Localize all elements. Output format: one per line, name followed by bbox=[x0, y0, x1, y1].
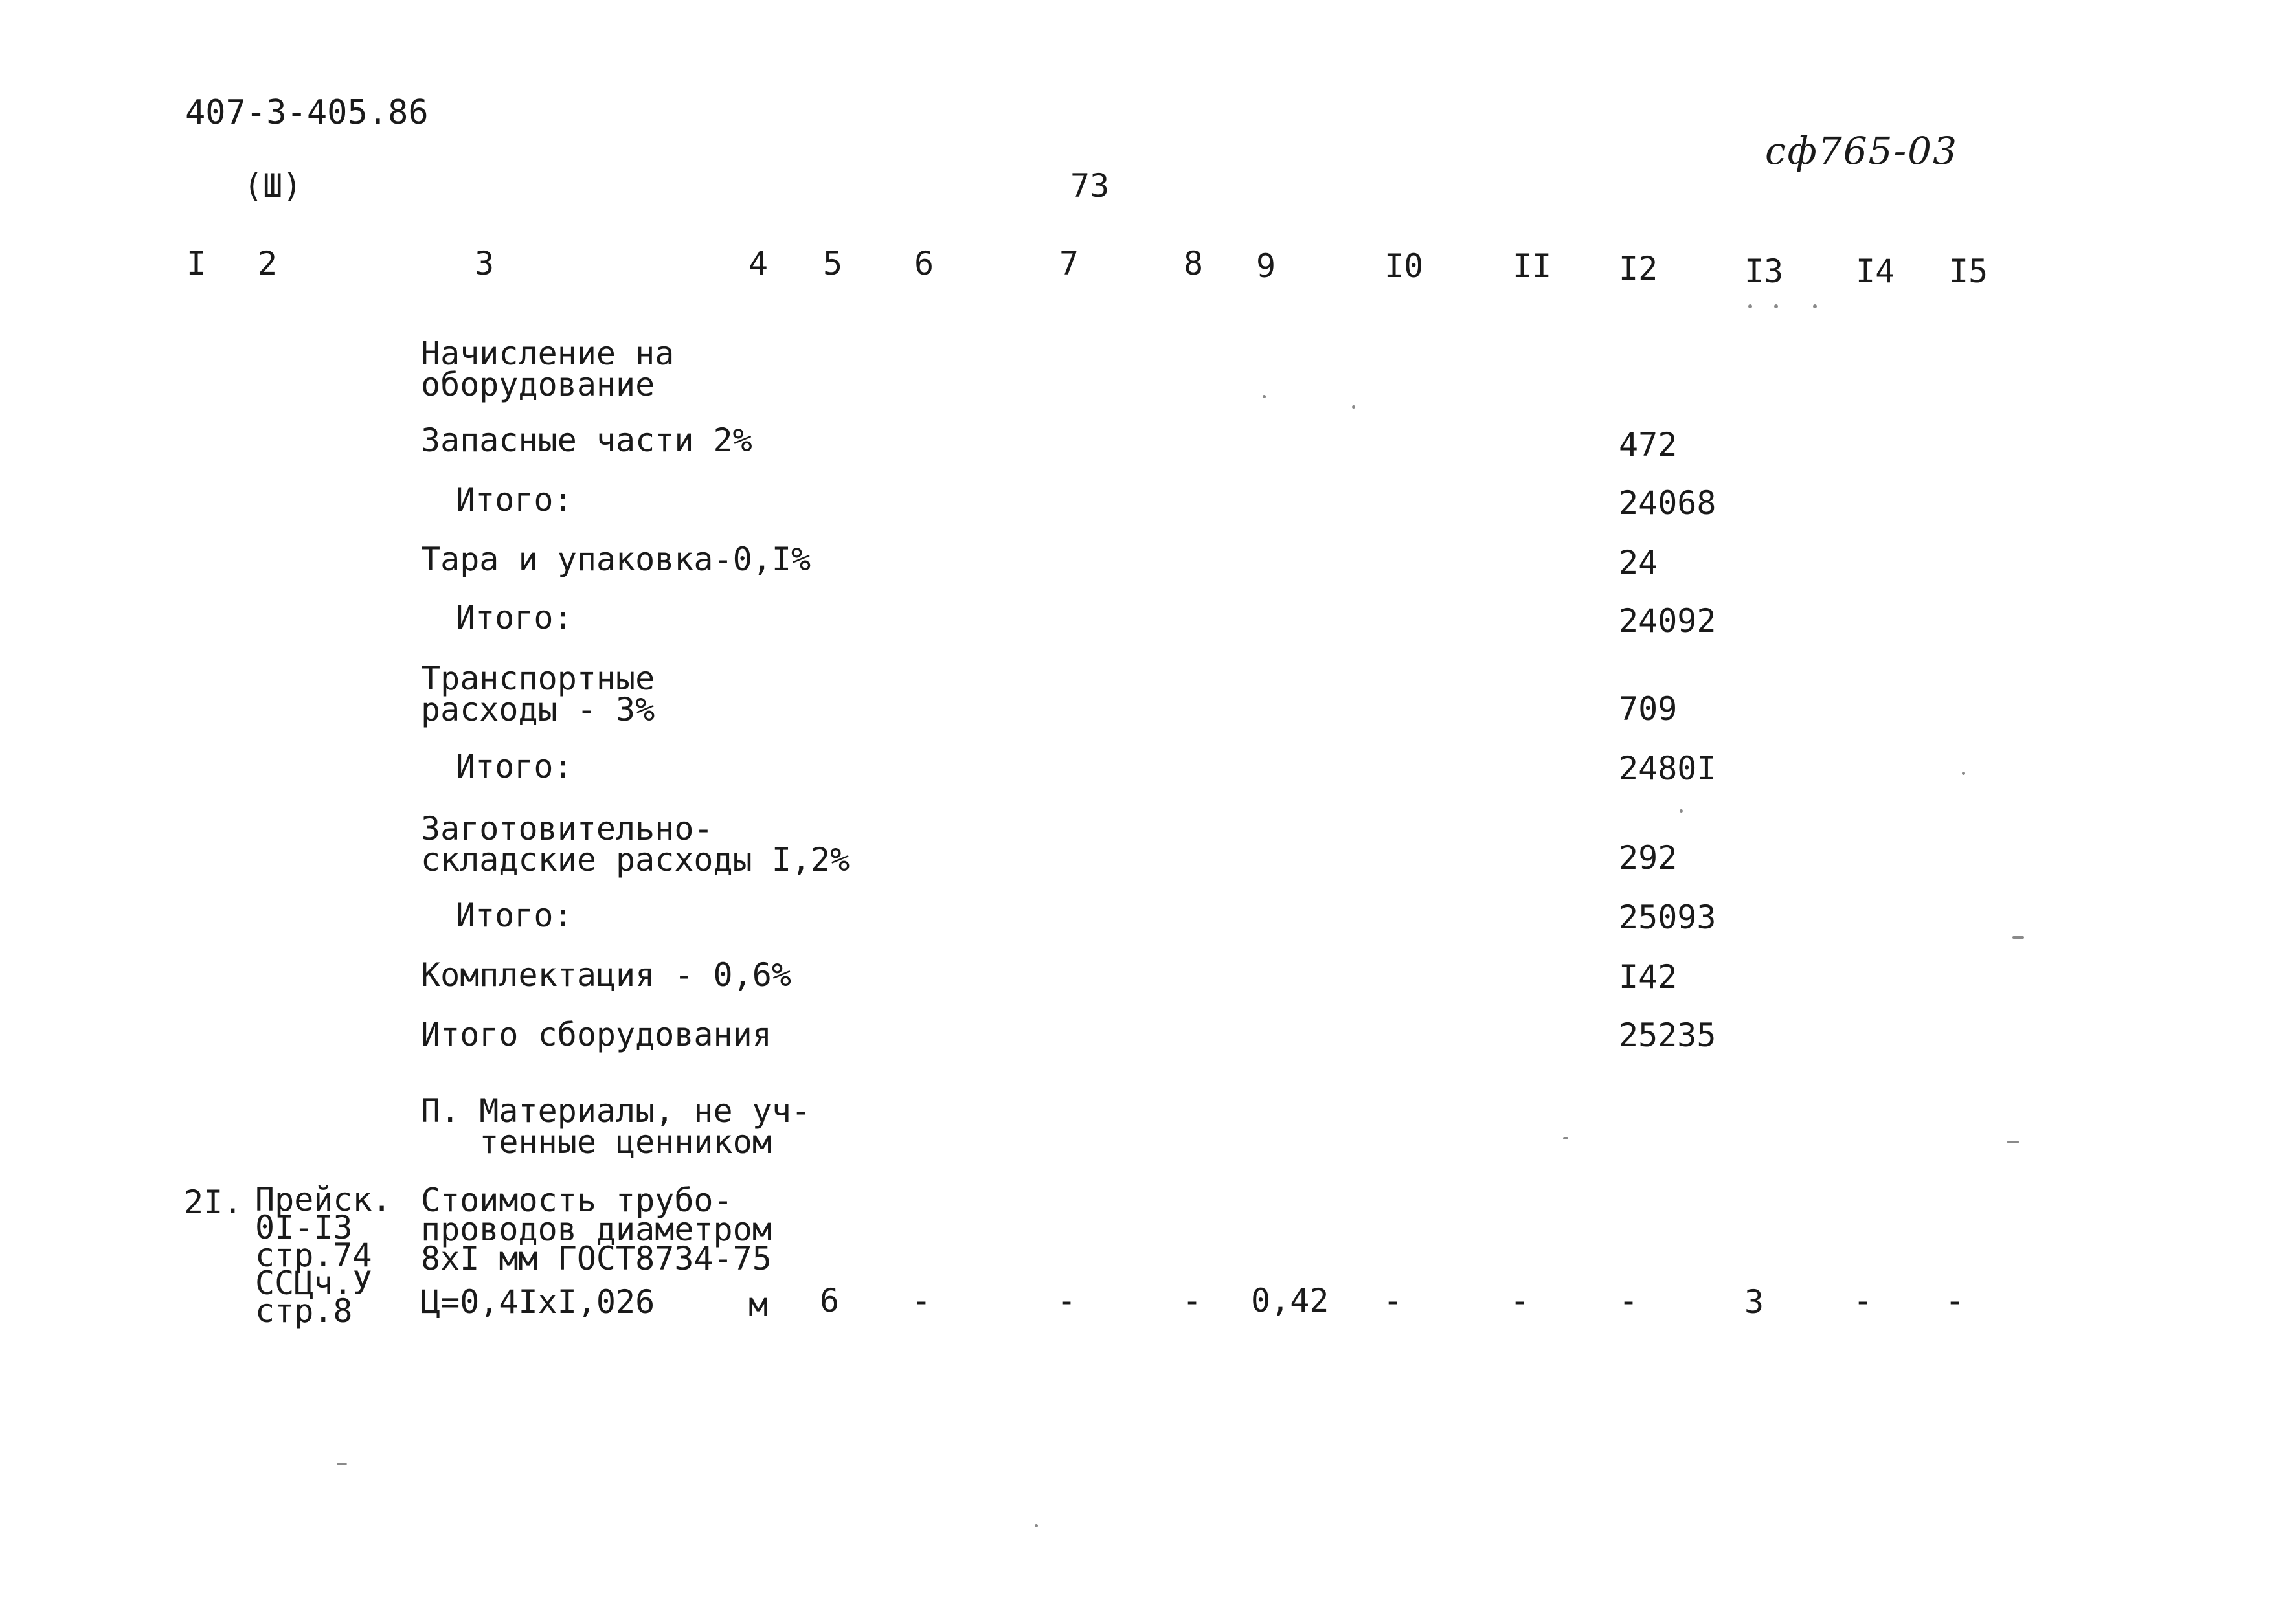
column-number: I4 bbox=[1856, 252, 1895, 290]
column-number: II bbox=[1513, 247, 1552, 285]
column-number: 3 bbox=[475, 245, 495, 282]
item-number: 2I. bbox=[184, 1183, 243, 1221]
row-value: 2480I bbox=[1619, 750, 1716, 787]
column-number: 5 bbox=[823, 245, 843, 282]
row-value: I42 bbox=[1619, 958, 1678, 996]
item-dash: - bbox=[1182, 1282, 1202, 1319]
item-col12-value: 3 bbox=[1744, 1283, 1764, 1321]
scan-speck bbox=[2007, 1141, 2019, 1143]
row-value: 709 bbox=[1619, 690, 1678, 728]
row-label: Итого: bbox=[456, 481, 573, 519]
item-dash: - bbox=[1945, 1282, 1965, 1319]
row-label: Итого: bbox=[456, 599, 573, 636]
doc-code: 407-3-405.86 bbox=[185, 93, 429, 132]
row-label: Запасные части 2% bbox=[421, 421, 752, 459]
item-price: 0,42 bbox=[1251, 1282, 1329, 1319]
section-title: Начисление на оборудование bbox=[421, 335, 675, 403]
section-mark: (Ш) bbox=[243, 167, 302, 205]
row-value: 472 bbox=[1619, 426, 1678, 464]
row-label: Итого сборудования bbox=[421, 1016, 772, 1053]
column-number: I5 bbox=[1949, 252, 1988, 290]
scan-speck bbox=[1263, 395, 1266, 398]
item-quantity: 6 bbox=[820, 1282, 840, 1319]
scan-speck bbox=[1352, 405, 1355, 409]
item-description: Стоимость трубо- проводов диаметром 8хI мм ГОСТ8734-75 bbox=[421, 1182, 772, 1277]
column-number: 7 bbox=[1059, 245, 1079, 282]
scan-speck bbox=[2012, 936, 2024, 939]
column-number: 8 bbox=[1184, 245, 1204, 282]
column-number: I3 bbox=[1744, 252, 1784, 290]
page-number: 73 bbox=[1070, 167, 1110, 205]
column-number: 4 bbox=[748, 245, 769, 282]
row-label: Тара и упаковка-0,I% bbox=[421, 541, 811, 578]
scan-speck bbox=[1813, 304, 1817, 308]
row-label: Итого: bbox=[456, 897, 573, 934]
column-number: I2 bbox=[1619, 250, 1658, 287]
item-dash: - bbox=[1619, 1282, 1639, 1319]
scan-speck bbox=[1962, 772, 1965, 775]
column-number: I bbox=[186, 245, 207, 282]
handwritten-reference: сф765-03 bbox=[1765, 129, 1958, 173]
column-number: 6 bbox=[914, 245, 934, 282]
row-value: 24092 bbox=[1619, 602, 1716, 640]
row-label: Заготовительно- складские расходы I,2% bbox=[421, 810, 850, 879]
scan-speck bbox=[337, 1463, 347, 1465]
row-value: 292 bbox=[1619, 839, 1678, 877]
scan-speck bbox=[1680, 809, 1683, 813]
item-dash: - bbox=[1853, 1282, 1873, 1319]
item-dash: - bbox=[912, 1282, 932, 1319]
column-number: 2 bbox=[258, 245, 278, 282]
item-source: Прейск. 0I-I3 стр.74 ССЦч.У стр.8 bbox=[255, 1181, 392, 1330]
materials-title: П. Материалы, не уч- тенные ценником bbox=[421, 1092, 811, 1161]
scan-speck bbox=[1774, 304, 1778, 308]
item-dash: - bbox=[1510, 1282, 1530, 1319]
scan-speck bbox=[1748, 304, 1752, 308]
scan-speck bbox=[1563, 1137, 1568, 1139]
scan-speck bbox=[1035, 1524, 1038, 1527]
item-unit: м bbox=[748, 1286, 769, 1323]
row-value: 24068 bbox=[1619, 484, 1716, 522]
item-formula: Ц=0,4IхI,026 bbox=[421, 1283, 655, 1321]
row-value: 25235 bbox=[1619, 1016, 1716, 1054]
column-number: I0 bbox=[1384, 247, 1424, 285]
column-number: 9 bbox=[1256, 247, 1276, 285]
item-dash: - bbox=[1383, 1282, 1403, 1319]
row-label: Комплектация - 0,6% bbox=[421, 956, 791, 994]
row-value: 25093 bbox=[1619, 899, 1716, 936]
row-label: Итого: bbox=[456, 748, 573, 785]
row-value: 24 bbox=[1619, 544, 1658, 581]
row-label: Транспортные расходы - 3% bbox=[421, 660, 655, 728]
item-dash: - bbox=[1057, 1282, 1077, 1319]
